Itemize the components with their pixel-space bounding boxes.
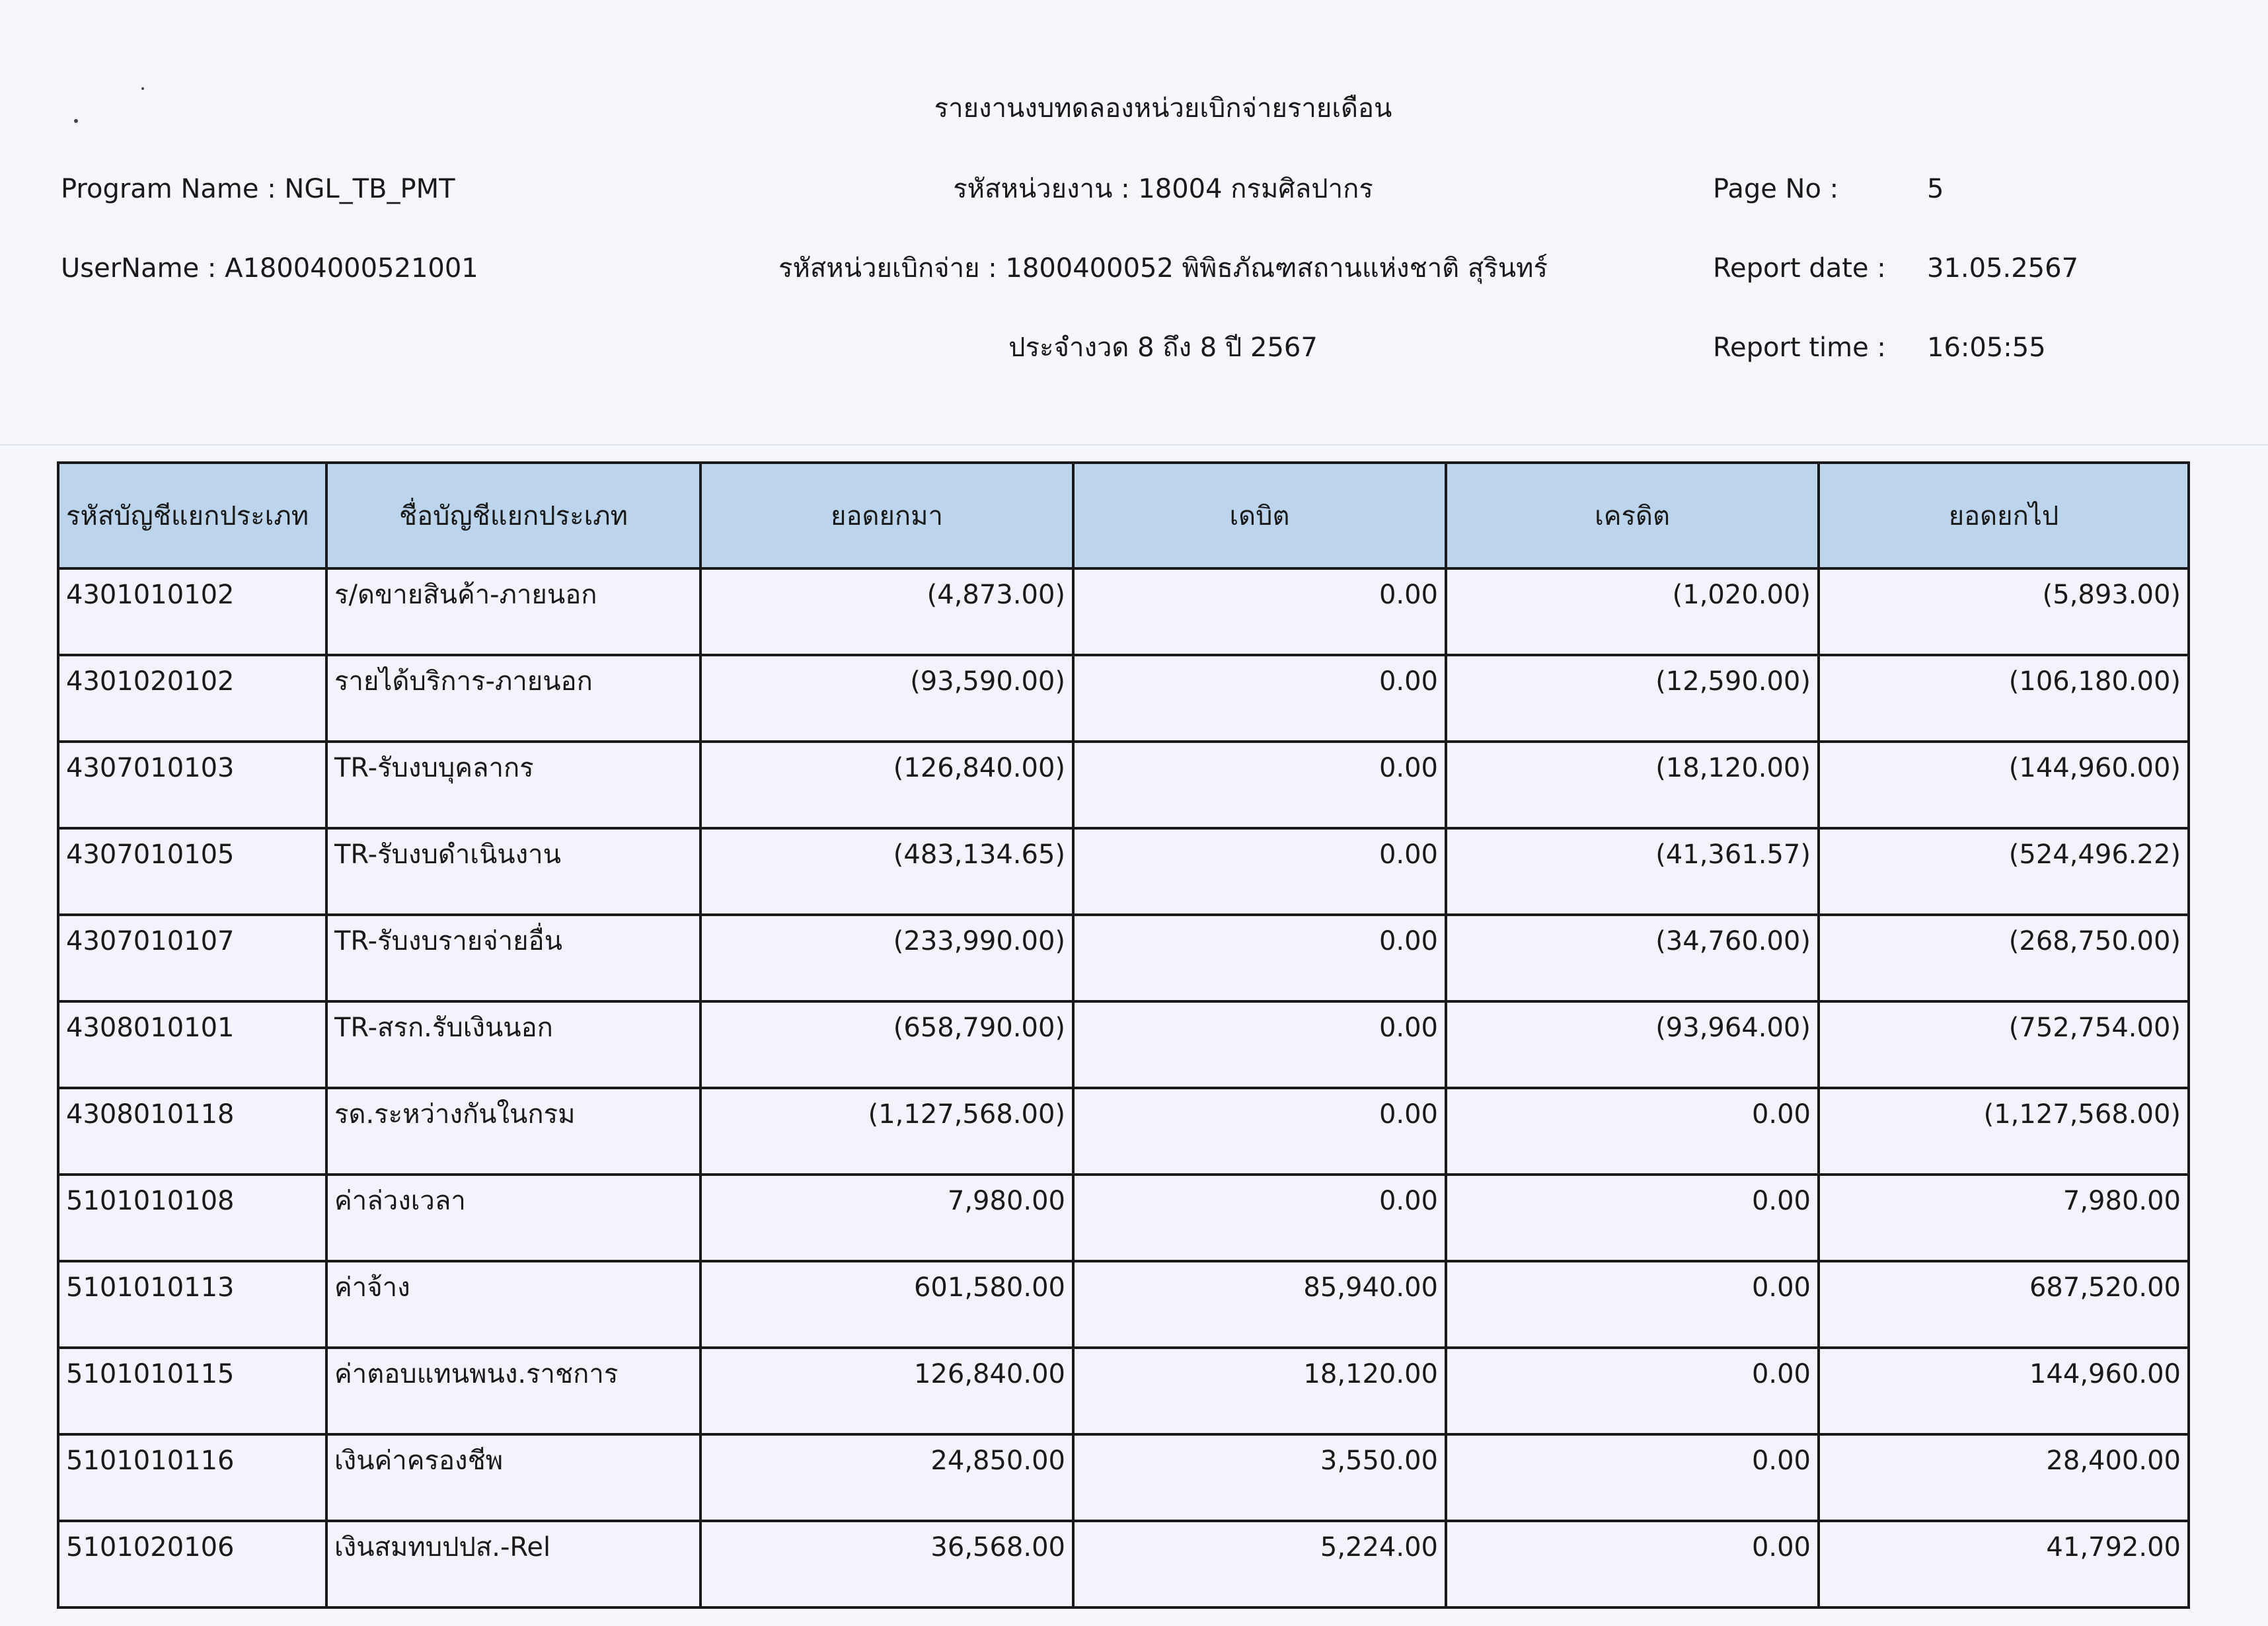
table-row [58, 1001, 2189, 1088]
credit-cell: (18,120.00) [1446, 742, 1819, 828]
account-code-cell: 4308010118 [58, 1088, 326, 1175]
account-code-cell: 5101010113 [58, 1261, 326, 1348]
report-date-value: 31.05.2567 [1927, 253, 2079, 284]
account-name-cell: TR-รับงบรายจ่ายอื่น [326, 915, 700, 1001]
credit-cell: (34,760.00) [1446, 915, 1819, 1001]
opening-balance-cell: (233,990.00) [700, 915, 1073, 1001]
opening-balance-cell: 7,980.00 [700, 1175, 1073, 1261]
table-row [58, 828, 2189, 915]
report-time-label: Report time : [1713, 332, 1886, 363]
debit-cell: 0.00 [1073, 568, 1446, 655]
credit-cell: (93,964.00) [1446, 1001, 1819, 1088]
account-name-cell: ค่าตอบแทนพนง.ราชการ [326, 1348, 700, 1434]
trial-balance-table [57, 461, 2190, 1609]
account-name-cell: TR-รับงบดำเนินงาน [326, 828, 700, 915]
scan-speck [141, 87, 144, 90]
credit-cell: 0.00 [1446, 1175, 1819, 1261]
scan-artifact-line [0, 444, 2268, 445]
account-code-cell: 5101010116 [58, 1434, 326, 1521]
opening-balance-cell: 36,568.00 [700, 1521, 1073, 1607]
table-row [58, 568, 2189, 655]
closing-balance-cell: (752,754.00) [1819, 1001, 2189, 1088]
account-code-cell: 5101010108 [58, 1175, 326, 1261]
table-row [58, 742, 2189, 828]
credit-cell: 0.00 [1446, 1088, 1819, 1175]
closing-balance-cell: 28,400.00 [1819, 1434, 2189, 1521]
debit-cell: 18,120.00 [1073, 1348, 1446, 1434]
column-header-debit: เดบิต [1073, 463, 1446, 568]
credit-cell: (1,020.00) [1446, 568, 1819, 655]
report-time-value: 16:05:55 [1927, 332, 2046, 363]
opening-balance-cell: 126,840.00 [700, 1348, 1073, 1434]
opening-balance-cell: (483,134.65) [700, 828, 1073, 915]
opening-balance-cell: (658,790.00) [700, 1001, 1073, 1088]
opening-balance-cell: (126,840.00) [700, 742, 1073, 828]
program-name: Program Name : NGL_TB_PMT [61, 174, 455, 204]
opening-balance-cell: 24,850.00 [700, 1434, 1073, 1521]
closing-balance-cell: (5,893.00) [1819, 568, 2189, 655]
column-header-closing-balance: ยอดยกไป [1819, 463, 2189, 568]
opening-balance-cell: (93,590.00) [700, 655, 1073, 742]
report-period: ประจำงวด 8 ถึง 8 ปี 2567 [1008, 332, 1318, 363]
opening-balance-cell: 601,580.00 [700, 1261, 1073, 1348]
account-code-cell: 4307010103 [58, 742, 326, 828]
table-header-row [58, 463, 2189, 568]
debit-cell: 0.00 [1073, 1001, 1446, 1088]
debit-cell: 0.00 [1073, 1175, 1446, 1261]
closing-balance-cell: 144,960.00 [1819, 1348, 2189, 1434]
closing-balance-cell: (144,960.00) [1819, 742, 2189, 828]
table-row [58, 1261, 2189, 1348]
credit-cell: 0.00 [1446, 1434, 1819, 1521]
debit-cell: 85,940.00 [1073, 1261, 1446, 1348]
column-header-opening-balance: ยอดยกมา [700, 463, 1073, 568]
table-row [58, 1175, 2189, 1261]
account-name-cell: ค่าจ้าง [326, 1261, 700, 1348]
account-name-cell: เงินสมทบปปส.-Rel [326, 1521, 700, 1607]
account-code-cell: 4307010105 [58, 828, 326, 915]
account-name-cell: เงินค่าครองชีพ [326, 1434, 700, 1521]
account-name-cell: TR-รับงบบุคลากร [326, 742, 700, 828]
account-name-cell: รด.ระหว่างกันในกรม [326, 1088, 700, 1175]
credit-cell: 0.00 [1446, 1348, 1819, 1434]
closing-balance-cell: 7,980.00 [1819, 1175, 2189, 1261]
table-row [58, 655, 2189, 742]
disbursing-unit-info: รหัสหน่วยเบิกจ่าย : 1800400052 พิพิธภัณฑสถานแห่งชาติ สุรินทร์ [778, 253, 1548, 284]
debit-cell: 5,224.00 [1073, 1521, 1446, 1607]
credit-cell: (12,590.00) [1446, 655, 1819, 742]
account-name-cell: ร/ดขายสินค้า-ภายนอก [326, 568, 700, 655]
account-code-cell: 4307010107 [58, 915, 326, 1001]
closing-balance-cell: (268,750.00) [1819, 915, 2189, 1001]
debit-cell: 0.00 [1073, 655, 1446, 742]
debit-cell: 0.00 [1073, 915, 1446, 1001]
closing-balance-cell: (106,180.00) [1819, 655, 2189, 742]
credit-cell: (41,361.57) [1446, 828, 1819, 915]
closing-balance-cell: 687,520.00 [1819, 1261, 2189, 1348]
table-row [58, 1348, 2189, 1434]
account-code-cell: 4301010102 [58, 568, 326, 655]
debit-cell: 0.00 [1073, 1088, 1446, 1175]
page-no-value: 5 [1927, 174, 1944, 204]
account-code-cell: 5101010115 [58, 1348, 326, 1434]
debit-cell: 3,550.00 [1073, 1434, 1446, 1521]
column-header-account-code: รหัสบัญชีแยกประเภท [58, 463, 326, 568]
opening-balance-cell: (1,127,568.00) [700, 1088, 1073, 1175]
closing-balance-cell: (524,496.22) [1819, 828, 2189, 915]
account-name-cell: TR-สรก.รับเงินนอก [326, 1001, 700, 1088]
report-date-label: Report date : [1713, 253, 1886, 284]
account-code-cell: 5101020106 [58, 1521, 326, 1607]
credit-cell: 0.00 [1446, 1521, 1819, 1607]
debit-cell: 0.00 [1073, 828, 1446, 915]
table-row [58, 1088, 2189, 1175]
column-header-credit: เครดิต [1446, 463, 1819, 568]
page-no-label: Page No : [1713, 174, 1839, 204]
closing-balance-cell: (1,127,568.00) [1819, 1088, 2189, 1175]
report-title: รายงานงบทดลองหน่วยเบิกจ่ายรายเดือน [934, 93, 1392, 124]
column-header-account-name: ชื่อบัญชีแยกประเภท [326, 463, 700, 568]
account-code-cell: 4301020102 [58, 655, 326, 742]
account-name-cell: รายได้บริการ-ภายนอก [326, 655, 700, 742]
account-code-cell: 4308010101 [58, 1001, 326, 1088]
closing-balance-cell: 41,792.00 [1819, 1521, 2189, 1607]
table-row [58, 1434, 2189, 1521]
table-row [58, 1521, 2189, 1607]
table-row [58, 915, 2189, 1001]
user-name: UserName : A18004000521001 [61, 253, 478, 284]
opening-balance-cell: (4,873.00) [700, 568, 1073, 655]
agency-info: รหัสหน่วยงาน : 18004 กรมศิลปากร [953, 174, 1373, 204]
account-name-cell: ค่าล่วงเวลา [326, 1175, 700, 1261]
credit-cell: 0.00 [1446, 1261, 1819, 1348]
debit-cell: 0.00 [1073, 742, 1446, 828]
scan-speck [74, 119, 78, 123]
